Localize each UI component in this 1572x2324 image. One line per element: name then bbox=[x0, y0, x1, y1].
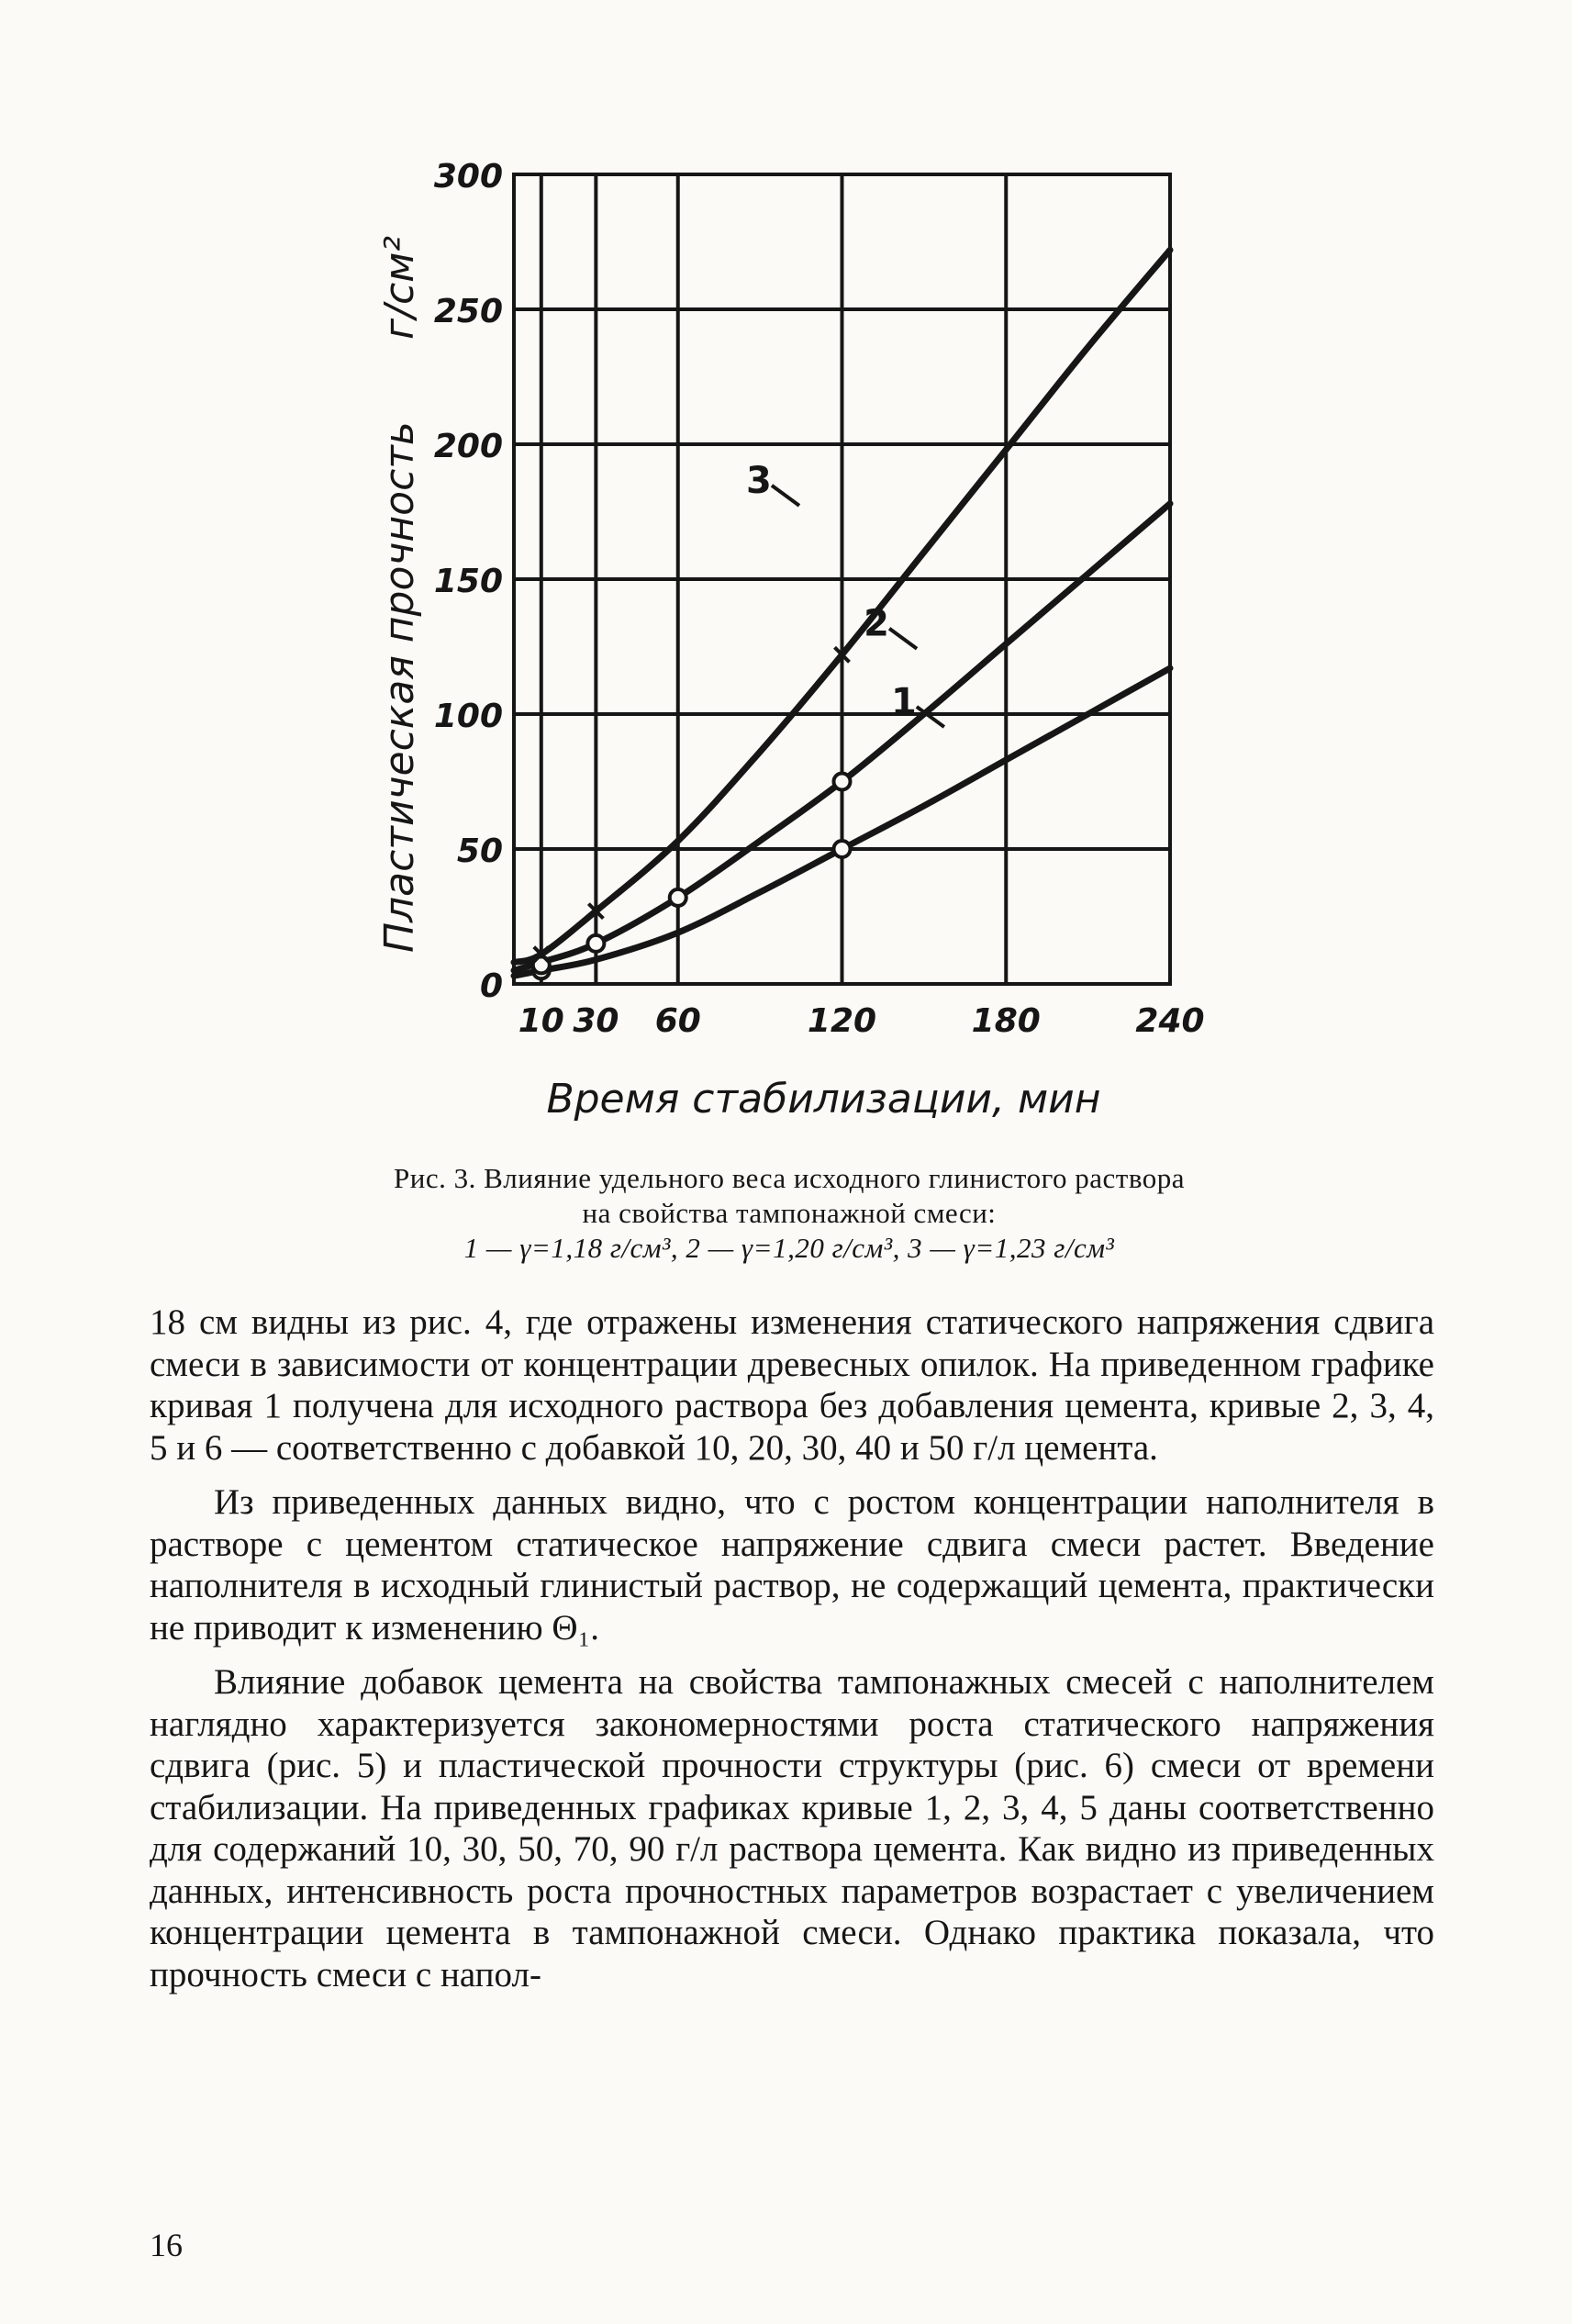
x-tick-label-240: 240 bbox=[1135, 1002, 1205, 1040]
chart-curve-labels bbox=[746, 460, 944, 727]
chart-y-axis-label: Пластическая прочность bbox=[376, 421, 423, 954]
y-tick-label-0: 0 bbox=[479, 967, 503, 1005]
curve-label-3: 3 bbox=[746, 459, 772, 502]
y-tick-label-300: 300 bbox=[433, 158, 503, 196]
x-tick-label-60: 60 bbox=[654, 1002, 701, 1040]
caption-text-1: Влияние удельного веса исходного глинистого раствора bbox=[484, 1162, 1186, 1194]
marker-o-curve-2-2 bbox=[670, 889, 686, 906]
x-tick-label-120: 120 bbox=[807, 1002, 877, 1040]
caption-line-1 bbox=[211, 1161, 1367, 1196]
chart-y-axis-unit: г/см² bbox=[376, 235, 423, 340]
chart-x-axis-label: Время стабилизации, мин bbox=[546, 1076, 1101, 1123]
marker-o-curve-2-3 bbox=[834, 774, 851, 790]
curve-label-pointer-3 bbox=[772, 486, 799, 506]
paragraph-3: Влияние добавок цемента на свойства тампонажных смесей с наполнителем наглядно характеризуется закономерностями роста статического напряжения сдвига (рис. 5) и пластической прочности структуры (рис. 6) смеси от времени стабилизации. На приведенных графиках кривые 1, 2, 3, 4, 5 даны соответственно для содержаний 10, 30, 50, 70, 90 г/л раствора цемента. Как видно из приведенных данных, интенсивность роста прочностных параметров возрастает с увеличением концентрации цемента в тампонажной смеси. Однако практика показала, что прочность смеси с напол- bbox=[150, 1662, 1434, 1994]
body-text bbox=[150, 1302, 1434, 2008]
x-tick-label-30: 30 bbox=[573, 1002, 619, 1040]
caption-line-2: на свойства тампонажной смеси: bbox=[582, 1197, 997, 1229]
y-tick-label-150: 150 bbox=[433, 563, 503, 600]
marker-o-curve-2-1 bbox=[587, 935, 604, 952]
marker-o-curve-1-1 bbox=[834, 841, 851, 857]
chart-tick-labels bbox=[434, 158, 1205, 1040]
figure-caption bbox=[211, 1161, 1367, 1266]
x-tick-label-10: 10 bbox=[518, 1002, 564, 1040]
x-tick-label-180: 180 bbox=[971, 1002, 1041, 1040]
curve-label-pointer-2 bbox=[889, 629, 917, 649]
paragraph-1: 18 см видны из рис. 4, где отражены изменения статического напряжения сдвига смеси в зависимости от концентрации древесных опилок. На приведенном графике кривая 1 получена для исходного раствора без добавления цемента, кривые 2, 3, 4, 5 и 6 — соответственно с добавкой 10, 20, 30, 40 и 50 г/л цемента. bbox=[150, 1302, 1434, 1468]
chart-grid bbox=[514, 174, 1170, 984]
y-tick-label-100: 100 bbox=[433, 698, 503, 735]
caption-legend: 1 — γ=1,18 г/см³, 2 — γ=1,20 г/см³, 3 — γ=1,23 г/см³ bbox=[463, 1232, 1115, 1264]
page-number: 16 bbox=[150, 2227, 183, 2263]
y-tick-label-200: 200 bbox=[433, 428, 503, 465]
plastic-strength-chart bbox=[0, 0, 1572, 1156]
paragraph-2: Из приведенных данных видно, что с ростом концентрации наполнителя в растворе с цементом статическое напряжение сдвига смеси растет. Введение наполнителя в исходный глинистый раствор, не содержащий цемента, практически не приводит к изменению Θ₁. bbox=[150, 1482, 1434, 1648]
curve-label-1: 1 bbox=[890, 681, 917, 723]
y-tick-label-250: 250 bbox=[433, 293, 503, 330]
y-tick-label-50: 50 bbox=[456, 832, 503, 870]
caption-label: Рис. 3. bbox=[393, 1162, 476, 1194]
caption-line-3 bbox=[211, 1231, 1367, 1266]
curve-label-2: 2 bbox=[864, 602, 890, 645]
